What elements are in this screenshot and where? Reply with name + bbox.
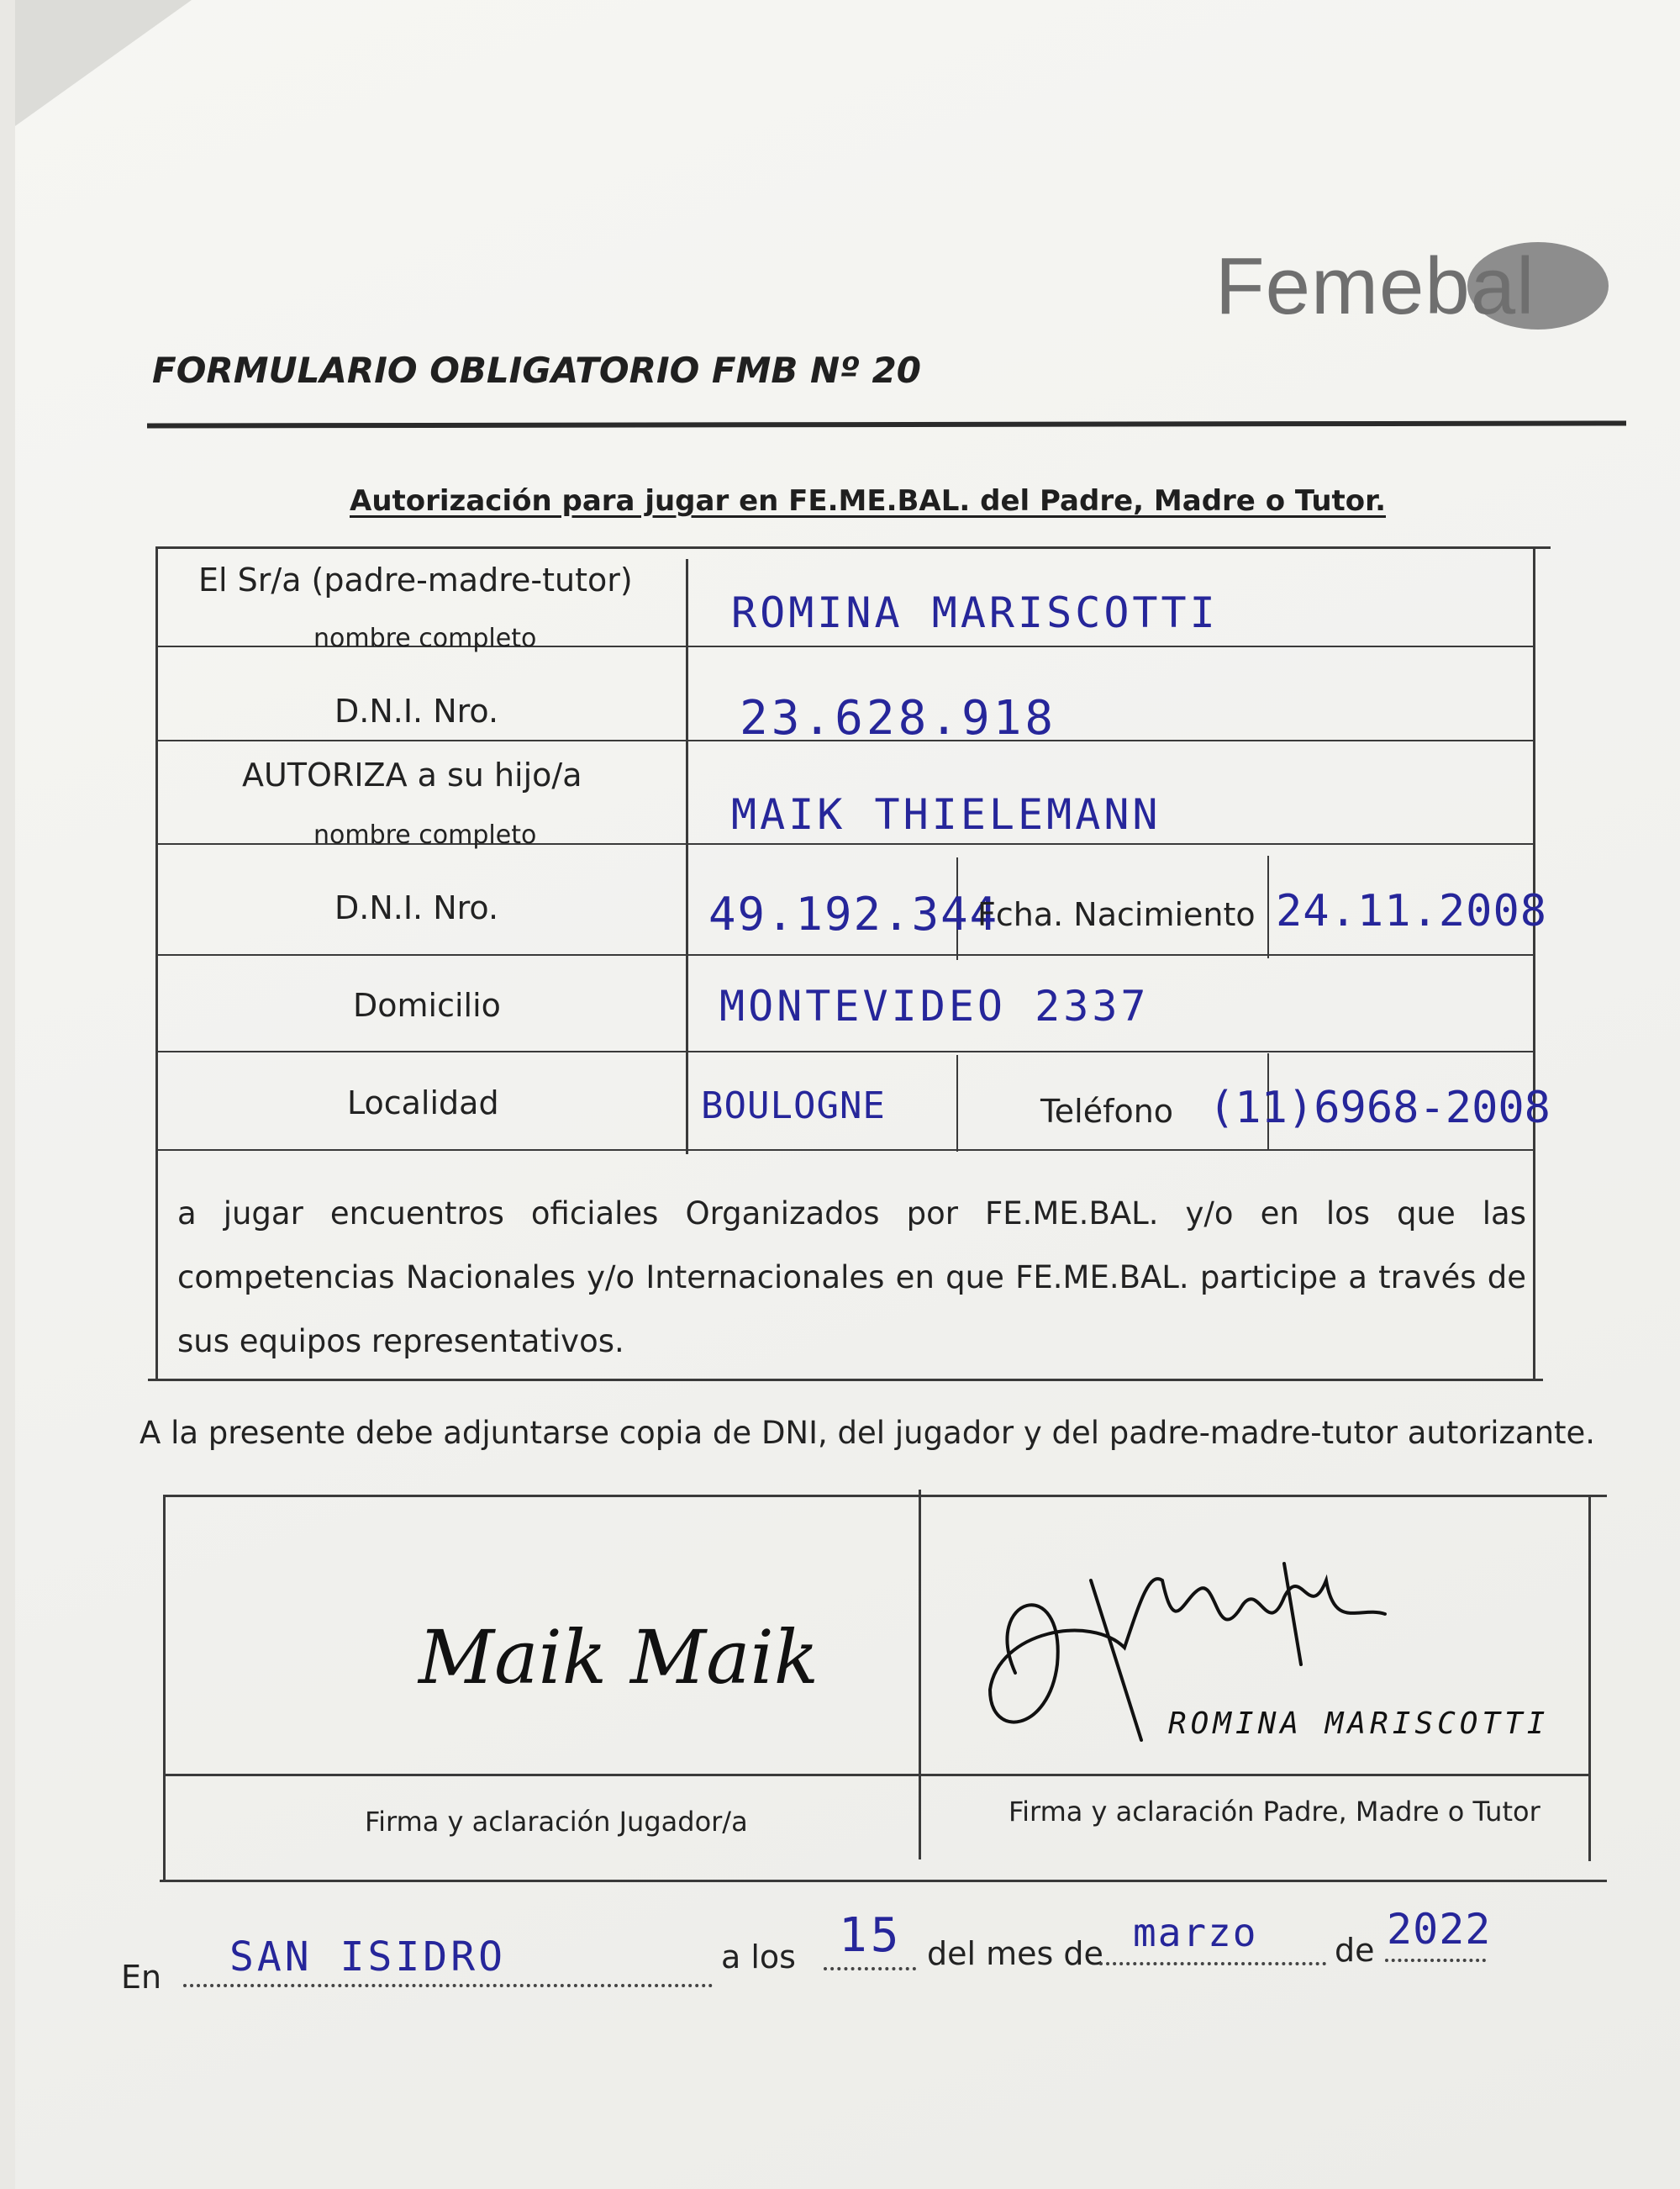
day-dotted-line bbox=[824, 1967, 916, 1970]
player-signature-caption: Firma y aclaración Jugador/a bbox=[365, 1806, 748, 1838]
city-label: Localidad bbox=[347, 1084, 499, 1121]
header-rule bbox=[147, 420, 1626, 428]
parent-label: El Sr/a (padre-madre-tutor) bbox=[198, 562, 633, 599]
child-name-value[interactable]: MAIK THIELEMANN bbox=[731, 790, 1161, 839]
logo-text: Femebal bbox=[1215, 241, 1535, 331]
signature-border-bottom bbox=[160, 1880, 1607, 1882]
city-value[interactable]: BOULOGNE bbox=[701, 1084, 886, 1127]
month-dotted-line bbox=[1099, 1962, 1326, 1965]
month-label: del mes de bbox=[927, 1935, 1103, 1972]
table-row-line bbox=[156, 1051, 1535, 1052]
authorization-paragraph: a jugar encuentros oficiales Organizados por FE.ME.BAL. y/o en los que las competencias Nacionales y/o Internacionales en que FE.ME.BAL. participe a través de sus equipos representativos. bbox=[177, 1195, 1526, 1359]
table-cell-divider bbox=[1267, 856, 1269, 958]
femebal-logo bbox=[1215, 240, 1610, 333]
child-name-hint: nombre completo bbox=[313, 820, 537, 850]
form-code-title: FORMULARIO OBLIGATORIO FMB Nº 20 bbox=[152, 350, 921, 391]
day-value[interactable]: 15 bbox=[839, 1908, 903, 1963]
signature-caption-line bbox=[163, 1774, 1590, 1776]
parent-signature-name: ROMINA MARISCOTTI bbox=[1168, 1706, 1550, 1741]
authorizes-label: AUTORIZA a su hijo/a bbox=[242, 757, 582, 794]
table-border-right bbox=[1533, 546, 1535, 1380]
place-value[interactable]: SAN ISIDRO bbox=[229, 1933, 506, 1981]
month-value[interactable]: marzo bbox=[1133, 1910, 1258, 1955]
table-row-line bbox=[156, 1149, 1535, 1151]
parent-dni-value[interactable]: 23.628.918 bbox=[740, 691, 1057, 746]
birthdate-value[interactable]: 24.11.2008 bbox=[1276, 886, 1548, 936]
signature-border-left bbox=[163, 1495, 166, 1881]
address-value[interactable]: MONTEVIDEO 2337 bbox=[719, 982, 1150, 1031]
birthdate-label: Fcha. Nacimiento bbox=[977, 896, 1256, 933]
day-label: a los bbox=[721, 1938, 796, 1975]
parent-name-value[interactable]: ROMINA MARISCOTTI bbox=[731, 588, 1219, 637]
player-signature: Maik Maik bbox=[419, 1614, 819, 1701]
signature-column-divider bbox=[919, 1490, 921, 1859]
table-border-bottom bbox=[148, 1379, 1543, 1381]
phone-label: Teléfono bbox=[1040, 1093, 1174, 1130]
form-sheet bbox=[15, 0, 1680, 2189]
table-column-divider bbox=[686, 559, 688, 1154]
signature-border-top bbox=[163, 1495, 1607, 1497]
form-subtitle: Autorización para jugar en FE.ME.BAL. del Padre, Madre o Tutor. bbox=[350, 484, 1386, 518]
phone-value[interactable]: (11)6968-2008 bbox=[1209, 1083, 1551, 1133]
year-label: de bbox=[1335, 1932, 1375, 1969]
table-row-line bbox=[156, 954, 1535, 956]
en-label: En bbox=[121, 1959, 162, 1996]
parent-signature-caption: Firma y aclaración Padre, Madre o Tutor bbox=[1009, 1796, 1540, 1828]
parent-name-hint: nombre completo bbox=[313, 624, 537, 653]
table-border-left bbox=[155, 546, 158, 1379]
place-dotted-line bbox=[183, 1984, 713, 1987]
year-dotted-line bbox=[1385, 1959, 1486, 1962]
table-border-top bbox=[155, 546, 1551, 549]
address-label: Domicilio bbox=[353, 987, 501, 1024]
child-dni-label: D.N.I. Nro. bbox=[334, 889, 499, 926]
table-cell-divider bbox=[956, 1055, 958, 1152]
attachment-note: A la presente debe adjuntarse copia de DNI, del jugador y del padre-madre-tutor autorizante. bbox=[140, 1415, 1596, 1451]
child-dni-value[interactable]: 49.192.344 bbox=[708, 888, 999, 941]
year-value[interactable]: 2022 bbox=[1387, 1905, 1492, 1954]
folded-corner bbox=[15, 0, 192, 126]
signature-border-right bbox=[1588, 1495, 1591, 1861]
parent-dni-label: D.N.I. Nro. bbox=[334, 693, 499, 730]
